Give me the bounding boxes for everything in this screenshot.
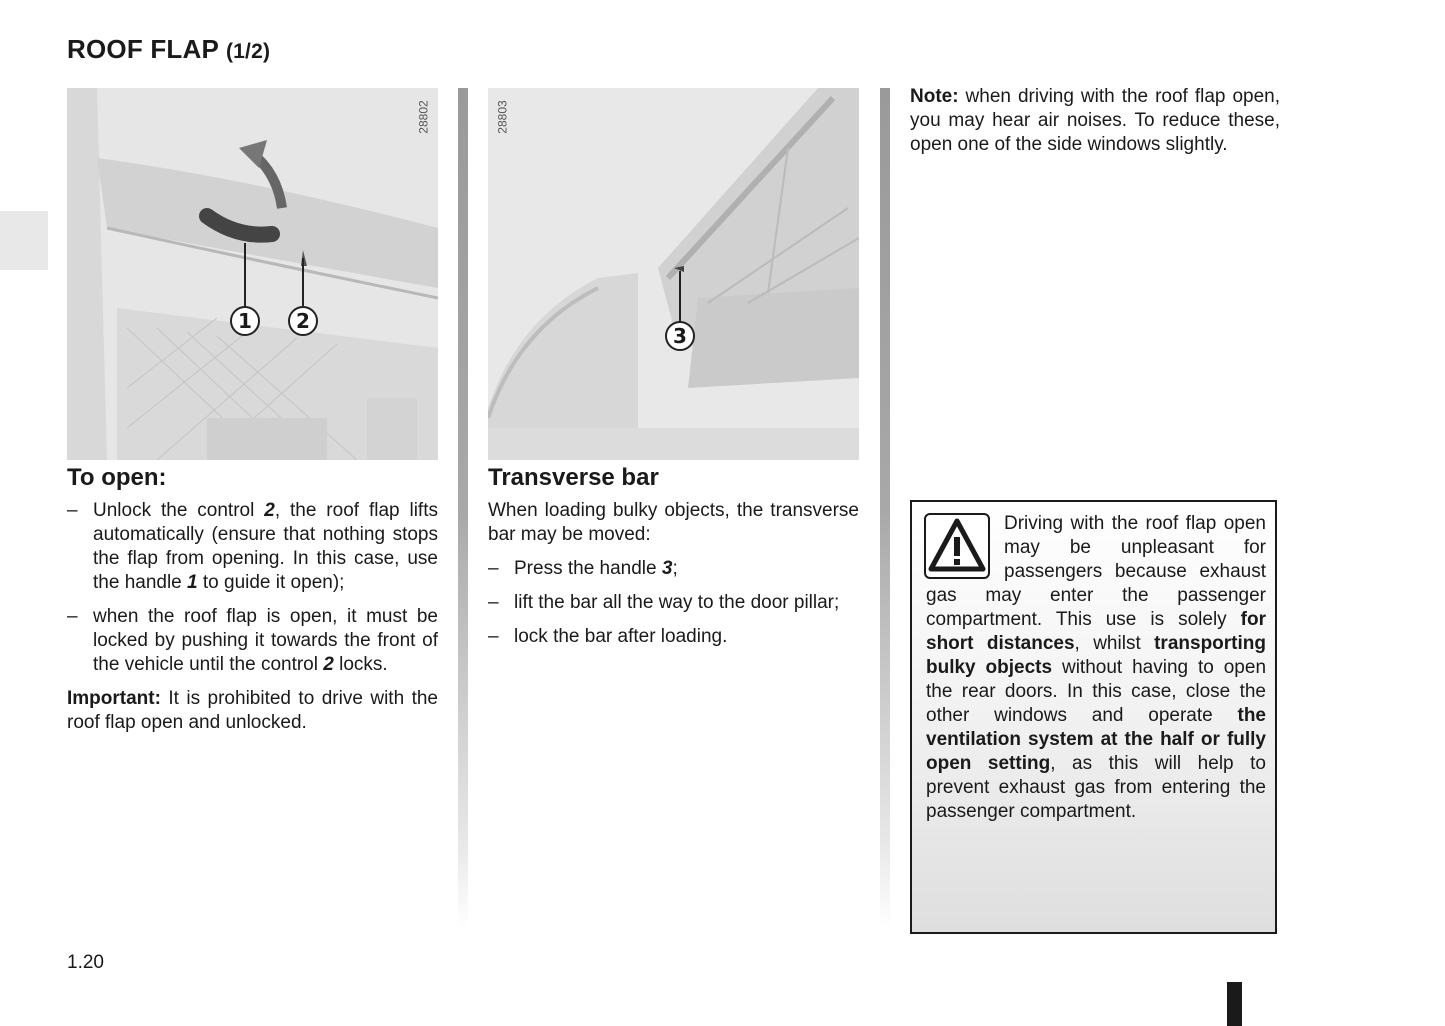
list-item: – lift the bar all the way to the door pillar; bbox=[488, 591, 859, 615]
bar-steps-list bbox=[488, 557, 859, 649]
callout-2: 2 bbox=[296, 309, 310, 333]
intro-paragraph: When loading bulky objects, the transverse bar may be moved: bbox=[488, 500, 859, 545]
warning-triangle-icon bbox=[924, 513, 990, 579]
open-section bbox=[67, 466, 438, 735]
note-paragraph: Note: when driving with the roof flap open, you may hear air noises. To reduce these, open one of the side windows slightly. bbox=[910, 86, 1280, 155]
page-title bbox=[67, 34, 270, 65]
list-item: – lock the bar after loading. bbox=[488, 625, 859, 649]
section-heading: To open: bbox=[67, 464, 167, 491]
transverse-bar-illustration bbox=[488, 88, 859, 460]
roof-flap-drawing bbox=[67, 88, 438, 460]
callout-1: 1 bbox=[238, 309, 252, 333]
important-paragraph: Important: It is prohibited to drive with the roof flap open and unlocked. bbox=[67, 688, 438, 733]
transverse-bar-section bbox=[488, 466, 859, 659]
figure-code: 28803 bbox=[495, 100, 510, 134]
callout-3: 3 bbox=[673, 324, 687, 348]
list-item: – Unlock the control 2, the roof flap lifts automatically (ensure that nothing stops the flap from opening. In this case, use the handle 1 to guide it open); bbox=[67, 499, 438, 595]
chapter-tab bbox=[0, 211, 48, 270]
list-item: – Press the handle 3; bbox=[488, 557, 859, 581]
page-edge-marker bbox=[1227, 982, 1242, 1026]
title-main: ROOF FLAP bbox=[67, 34, 219, 64]
warning-box bbox=[910, 500, 1277, 934]
page-number: 1.20 bbox=[67, 952, 104, 973]
title-suffix: (1/2) bbox=[225, 40, 271, 63]
column-divider-2 bbox=[880, 88, 890, 928]
column-divider-1 bbox=[458, 88, 468, 928]
open-steps-list bbox=[67, 499, 438, 677]
transverse-bar-drawing bbox=[488, 88, 859, 460]
section-heading: Transverse bar bbox=[488, 464, 659, 491]
roof-flap-illustration bbox=[67, 88, 438, 460]
list-item: – when the roof flap is open, it must be locked by pushing it towards the front of the vehicle until the control 2 locks. bbox=[67, 605, 438, 677]
warning-text: Driving with the roof flap open may be unpleasant for passengers because exhaust gas may enter the passenger compartment. This use is solely for short distances, whilst transporting bulky objects without having to open the rear doors. In this case, close the other windows and operate the ventilation system at the half or fully open setting, as this will help to prevent exhaust gas from entering the passenger compartment. bbox=[926, 513, 1267, 822]
figure-code: 28802 bbox=[416, 100, 431, 134]
